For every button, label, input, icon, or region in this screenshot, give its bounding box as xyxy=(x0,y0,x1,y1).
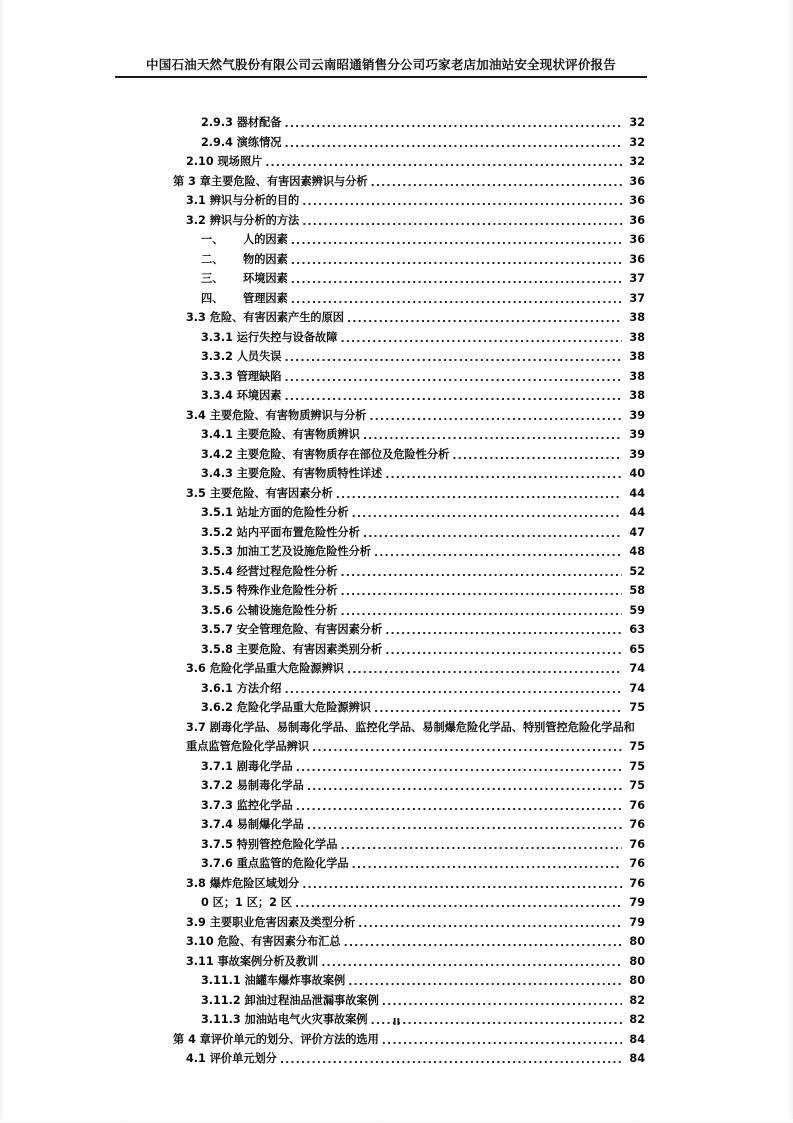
toc-entry[interactable] xyxy=(0,718,793,738)
toc-leader-dots xyxy=(347,664,622,677)
toc-entry[interactable] xyxy=(0,893,793,913)
toc-entry-page-number: 37 xyxy=(629,272,645,285)
toc-entry-page-number: 80 xyxy=(629,974,645,987)
toc-leader-dots xyxy=(280,1054,622,1067)
toc-entry-label: 3.3.1 运行失控与设备故障 xyxy=(201,330,338,344)
toc-entry-label: 3.5.4 经营过程危险性分析 xyxy=(201,564,338,578)
toc-entry-label: 二、 xyxy=(201,252,224,266)
toc-entry-label: 3.5.6 公辅设施危险性分析 xyxy=(201,603,338,617)
toc-leader-dots xyxy=(302,878,622,891)
toc-entry[interactable] xyxy=(0,874,793,894)
toc-entry-label: 四、 xyxy=(201,291,224,305)
toc-entry-page-number: 44 xyxy=(629,506,645,519)
running-header-title: 中国石油天然气股份有限公司云南昭通销售分公司巧家老店加油站安全现状评价报告 xyxy=(146,57,616,72)
toc-entry-label: 3.8 爆炸危险区域划分 xyxy=(186,876,300,890)
toc-leader-dots xyxy=(291,293,622,306)
toc-entry[interactable] xyxy=(0,854,793,874)
toc-entry-page-number: 75 xyxy=(629,701,645,714)
toc-entry-label: 一、 xyxy=(201,233,224,246)
toc-entry-page-number: 39 xyxy=(629,447,645,461)
toc-entry[interactable] xyxy=(0,991,793,1011)
toc-entry-page-number: 76 xyxy=(629,837,645,851)
toc-entry[interactable] xyxy=(0,191,793,211)
toc-entry-label: 3.5.8 主要危险、有害因素类别分析 xyxy=(201,642,383,656)
toc-entry-label: 3.11.2 卸油过程油品泄漏事故案例 xyxy=(201,993,379,1007)
toc-entry[interactable] xyxy=(0,952,793,972)
toc-leader-dots xyxy=(369,410,622,423)
toc-entry-page-number: 76 xyxy=(629,798,645,812)
toc-entry-page-number: 38 xyxy=(629,311,645,324)
toc-entry-label: 3.11.1 油罐车爆炸事故案例 xyxy=(201,974,346,987)
toc-leader-dots xyxy=(295,898,622,911)
toc-entry-label: 3.5.1 站址方面的危险性分析 xyxy=(201,506,349,519)
toc-entry-label: 3.7.3 监控化学品 xyxy=(201,798,293,812)
toc-entry-label: 3.1 辨识与分析的目的 xyxy=(186,194,300,207)
toc-entry-page-number: 84 xyxy=(629,1032,645,1046)
toc-entry-page-number: 37 xyxy=(629,291,645,305)
toc-entry-page-number: 65 xyxy=(629,642,645,656)
toc-leader-dots xyxy=(347,313,622,326)
toc-entry-page-number: 82 xyxy=(629,993,645,1007)
toc-entry[interactable] xyxy=(0,679,793,699)
toc-entry-page-number: 32 xyxy=(629,155,645,168)
toc-entry-label: 0 区；1 区；2 区 xyxy=(201,896,292,909)
toc-entry-page-number: 76 xyxy=(629,818,645,831)
toc-entry-label: 3.5.7 安全管理危险、有害因素分析 xyxy=(201,623,383,636)
toc-entry[interactable] xyxy=(0,542,793,562)
toc-entry-page-number: 32 xyxy=(629,135,645,149)
toc-entry-label: 2.10 现场照片 xyxy=(186,155,263,168)
toc-entry-label: 3.6.2 危险化学品重大危险源辨识 xyxy=(201,701,371,714)
toc-entry-page-number: 38 xyxy=(629,369,645,383)
toc-leader-dots xyxy=(340,566,622,579)
toc-entry-label: 3.6.1 方法介绍 xyxy=(201,681,282,695)
toc-entry[interactable] xyxy=(0,776,793,796)
toc-entry-label: 3.10 危险、有害因素分布汇总 xyxy=(186,935,341,948)
toc-leader-dots xyxy=(363,430,622,443)
toc-entry-page-number: 84 xyxy=(629,1052,645,1065)
toc-entry-page-number: 39 xyxy=(629,408,645,422)
toc-entry-label: 3.7.5 特别管控危险化学品 xyxy=(201,837,338,851)
toc-entry-label: 3.5.3 加油工艺及设施危险性分析 xyxy=(201,545,371,558)
toc-entry[interactable] xyxy=(0,328,793,348)
toc-entry[interactable] xyxy=(0,835,793,855)
running-header-rule xyxy=(115,76,647,78)
toc-entry[interactable] xyxy=(0,913,793,933)
toc-entry[interactable] xyxy=(0,347,793,367)
toc-leader-dots xyxy=(452,449,622,462)
toc-entry-label: 3.4.2 主要危险、有害物质存在部位及危险性分析 xyxy=(201,447,450,461)
toc-entry-page-number: 47 xyxy=(629,525,645,539)
toc-entry-page-number: 76 xyxy=(629,857,645,870)
toc-leader-dots xyxy=(307,820,622,833)
footer-page-number: II xyxy=(392,1017,401,1028)
table-of-contents xyxy=(0,113,793,1069)
toc-entry[interactable] xyxy=(0,503,793,523)
toc-entry[interactable] xyxy=(0,386,793,406)
toc-entry-page-number: 76 xyxy=(629,876,645,890)
toc-leader-dots xyxy=(348,976,622,989)
toc-entry-label: 3.6 危险化学品重大危险源辨识 xyxy=(186,662,344,675)
toc-leader-dots xyxy=(302,215,622,228)
toc-entry[interactable] xyxy=(0,113,793,133)
toc-entry-label: 2.9.4 演练情况 xyxy=(201,135,282,149)
toc-leader-dots xyxy=(285,371,623,384)
toc-leader-dots xyxy=(291,254,622,267)
toc-leader-dots xyxy=(344,937,622,950)
toc-entry-label: 3.3.4 环境因素 xyxy=(201,389,282,402)
toc-entry-label: 3.4.1 主要危险、有害物质辨识 xyxy=(201,428,360,441)
toc-entry-label: 3.7.4 易制爆化学品 xyxy=(201,818,304,831)
toc-entry[interactable] xyxy=(0,523,793,543)
toc-leader-dots xyxy=(371,176,622,189)
toc-entry[interactable] xyxy=(0,464,793,484)
toc-leader-dots xyxy=(296,800,622,813)
toc-entry-page-number: 74 xyxy=(629,662,645,675)
toc-leader-dots xyxy=(382,995,622,1008)
toc-leader-dots xyxy=(296,761,622,774)
toc-entry[interactable] xyxy=(0,211,793,231)
page-edge-shadow-bottom xyxy=(0,1119,793,1123)
toc-entry-label: 3.5 主要危险、有害因素分析 xyxy=(186,486,333,500)
toc-entry[interactable] xyxy=(0,620,793,640)
toc-entry-label: 3.3 危险、有害因素产生的原因 xyxy=(186,311,344,324)
toc-entry[interactable] xyxy=(0,250,793,270)
toc-entry[interactable] xyxy=(0,932,793,952)
toc-entry[interactable] xyxy=(0,815,793,835)
toc-entry-page-number: 36 xyxy=(629,252,645,266)
toc-entry[interactable] xyxy=(0,367,793,387)
toc-entry[interactable] xyxy=(0,698,793,718)
toc-entry-label: 3.7.1 剧毒化学品 xyxy=(201,759,293,773)
toc-entry-label: 3.7.2 易制毒化学品 xyxy=(201,779,304,792)
toc-leader-dots xyxy=(358,917,622,930)
toc-entry[interactable] xyxy=(0,133,793,153)
toc-leader-dots xyxy=(285,118,623,131)
toc-leader-dots xyxy=(285,137,623,150)
toc-entry-page-number: 38 xyxy=(629,389,645,402)
toc-entry-label: 3.7.6 重点监管的危险化学品 xyxy=(201,857,349,870)
toc-leader-dots xyxy=(385,469,622,482)
toc-entry-page-number: 36 xyxy=(629,233,645,246)
toc-entry-label: 3.5.2 站内平面布置危险性分析 xyxy=(201,525,360,539)
toc-entry-page-number: 52 xyxy=(629,564,645,578)
toc-entry-page-number: 58 xyxy=(629,584,645,597)
toc-entry-page-number: 38 xyxy=(629,350,645,363)
toc-leader-dots xyxy=(374,547,622,560)
toc-leader-dots xyxy=(340,605,622,618)
toc-leader-dots xyxy=(374,703,622,716)
toc-entry[interactable] xyxy=(0,172,793,192)
toc-entry[interactable] xyxy=(0,581,793,601)
toc-leader-dots xyxy=(291,235,622,248)
toc-entry-label: 重点监管危险化学品辨识 xyxy=(186,740,310,753)
toc-leader-dots xyxy=(312,742,622,755)
toc-leader-dots xyxy=(321,956,622,969)
toc-entry-label: 4.1 评价单元划分 xyxy=(186,1052,277,1065)
toc-entry-label: 3.9 主要职业危害因素及类型分析 xyxy=(186,915,356,929)
toc-entry[interactable] xyxy=(0,971,793,991)
toc-entry-page-number: 79 xyxy=(629,915,645,929)
toc-leader-dots xyxy=(340,839,622,852)
toc-entry-label: 3.3.2 人员失误 xyxy=(201,350,282,363)
toc-entry[interactable] xyxy=(0,425,793,445)
toc-entry-label: 3.4 主要危险、有害物质辨识与分析 xyxy=(186,408,367,422)
toc-entry-page-number: 36 xyxy=(629,174,645,188)
toc-entry-label: 3.7 剧毒化学品、易制毒化学品、监控化学品、易制爆危险化学品、特别管控危险化学品和 xyxy=(186,720,635,734)
toc-leader-dots xyxy=(285,683,623,696)
toc-leader-dots xyxy=(352,508,622,521)
toc-leader-dots xyxy=(336,488,622,501)
toc-entry[interactable] xyxy=(0,1049,793,1069)
toc-entry[interactable] xyxy=(0,269,793,289)
toc-entry[interactable] xyxy=(0,152,793,172)
toc-entry-label: 三、 xyxy=(201,272,224,285)
toc-leader-dots xyxy=(385,644,622,657)
toc-entry[interactable] xyxy=(0,757,793,777)
toc-entry-page-number: 40 xyxy=(629,467,645,480)
toc-leader-dots xyxy=(340,586,622,599)
toc-entry-label: 3.5.5 特殊作业危险性分析 xyxy=(201,584,338,597)
toc-entry-page-number: 36 xyxy=(629,213,645,227)
toc-entry[interactable] xyxy=(0,640,793,660)
toc-entry-page-number: 63 xyxy=(629,623,645,636)
toc-entry-page-number: 38 xyxy=(629,330,645,344)
toc-entry-page-number: 75 xyxy=(629,759,645,773)
toc-entry[interactable] xyxy=(0,308,793,328)
toc-entry-page-number: 75 xyxy=(629,740,645,753)
toc-leader-dots xyxy=(285,352,623,365)
running-header xyxy=(115,56,647,78)
toc-entry-label: 3.11.3 加油站电气火灾事故案例 xyxy=(201,1013,368,1026)
toc-entry-label-text: 人的因素 xyxy=(243,233,288,246)
toc-entry[interactable] xyxy=(0,601,793,621)
page-footer xyxy=(0,1012,793,1030)
toc-leader-dots xyxy=(302,196,622,209)
toc-entry-label-text: 环境因素 xyxy=(243,272,288,285)
toc-entry-page-number: 82 xyxy=(629,1013,645,1026)
toc-entry[interactable] xyxy=(0,445,793,465)
toc-entry-page-number: 80 xyxy=(629,935,645,948)
toc-entry-label: 3.2 辨识与分析的方法 xyxy=(186,213,300,227)
toc-entry-label: 3.4.3 主要危险、有害物质特性详述 xyxy=(201,467,383,480)
toc-entry-label: 第 3 章主要危险、有害因素辨识与分析 xyxy=(173,174,368,188)
toc-entry[interactable] xyxy=(0,796,793,816)
toc-entry-page-number: 32 xyxy=(629,116,645,129)
toc-entry-label: 3.11 事故案例分析及教训 xyxy=(186,954,319,968)
toc-entry[interactable] xyxy=(0,484,793,504)
toc-entry-page-number: 44 xyxy=(629,486,645,500)
toc-entry-label: 2.9.3 器材配备 xyxy=(201,116,282,129)
toc-leader-dots xyxy=(285,391,623,404)
toc-leader-dots xyxy=(352,859,622,872)
toc-entry-page-number: 39 xyxy=(629,428,645,441)
toc-entry-page-number: 59 xyxy=(629,603,645,617)
toc-leader-dots xyxy=(385,625,622,638)
toc-leader-dots xyxy=(340,332,622,345)
toc-entry-page-number: 79 xyxy=(629,896,645,909)
toc-entry[interactable] xyxy=(0,659,793,679)
toc-entry-page-number: 75 xyxy=(629,779,645,792)
toc-entry[interactable] xyxy=(0,737,793,757)
toc-entry-page-number: 48 xyxy=(629,545,645,558)
toc-leader-dots xyxy=(363,527,622,540)
toc-entry-label: 3.3.3 管理缺陷 xyxy=(201,369,282,383)
toc-leader-dots xyxy=(291,274,622,287)
toc-entry-label-text: 管理因素 xyxy=(243,291,288,305)
toc-entry-page-number: 80 xyxy=(629,954,645,968)
toc-entry[interactable] xyxy=(0,230,793,250)
toc-entry[interactable] xyxy=(0,562,793,582)
toc-leader-dots xyxy=(382,1034,622,1047)
toc-entry-page-number: 36 xyxy=(629,194,645,207)
toc-entry[interactable] xyxy=(0,289,793,309)
toc-leader-dots xyxy=(307,781,622,794)
toc-entry[interactable] xyxy=(0,406,793,426)
toc-entry-label-text: 物的因素 xyxy=(243,252,288,266)
toc-entry[interactable] xyxy=(0,1030,793,1050)
toc-entry-page-number: 74 xyxy=(629,681,645,695)
toc-leader-dots xyxy=(265,157,622,170)
toc-entry-label: 第 4 章评价单元的划分、评价方法的选用 xyxy=(173,1032,379,1046)
